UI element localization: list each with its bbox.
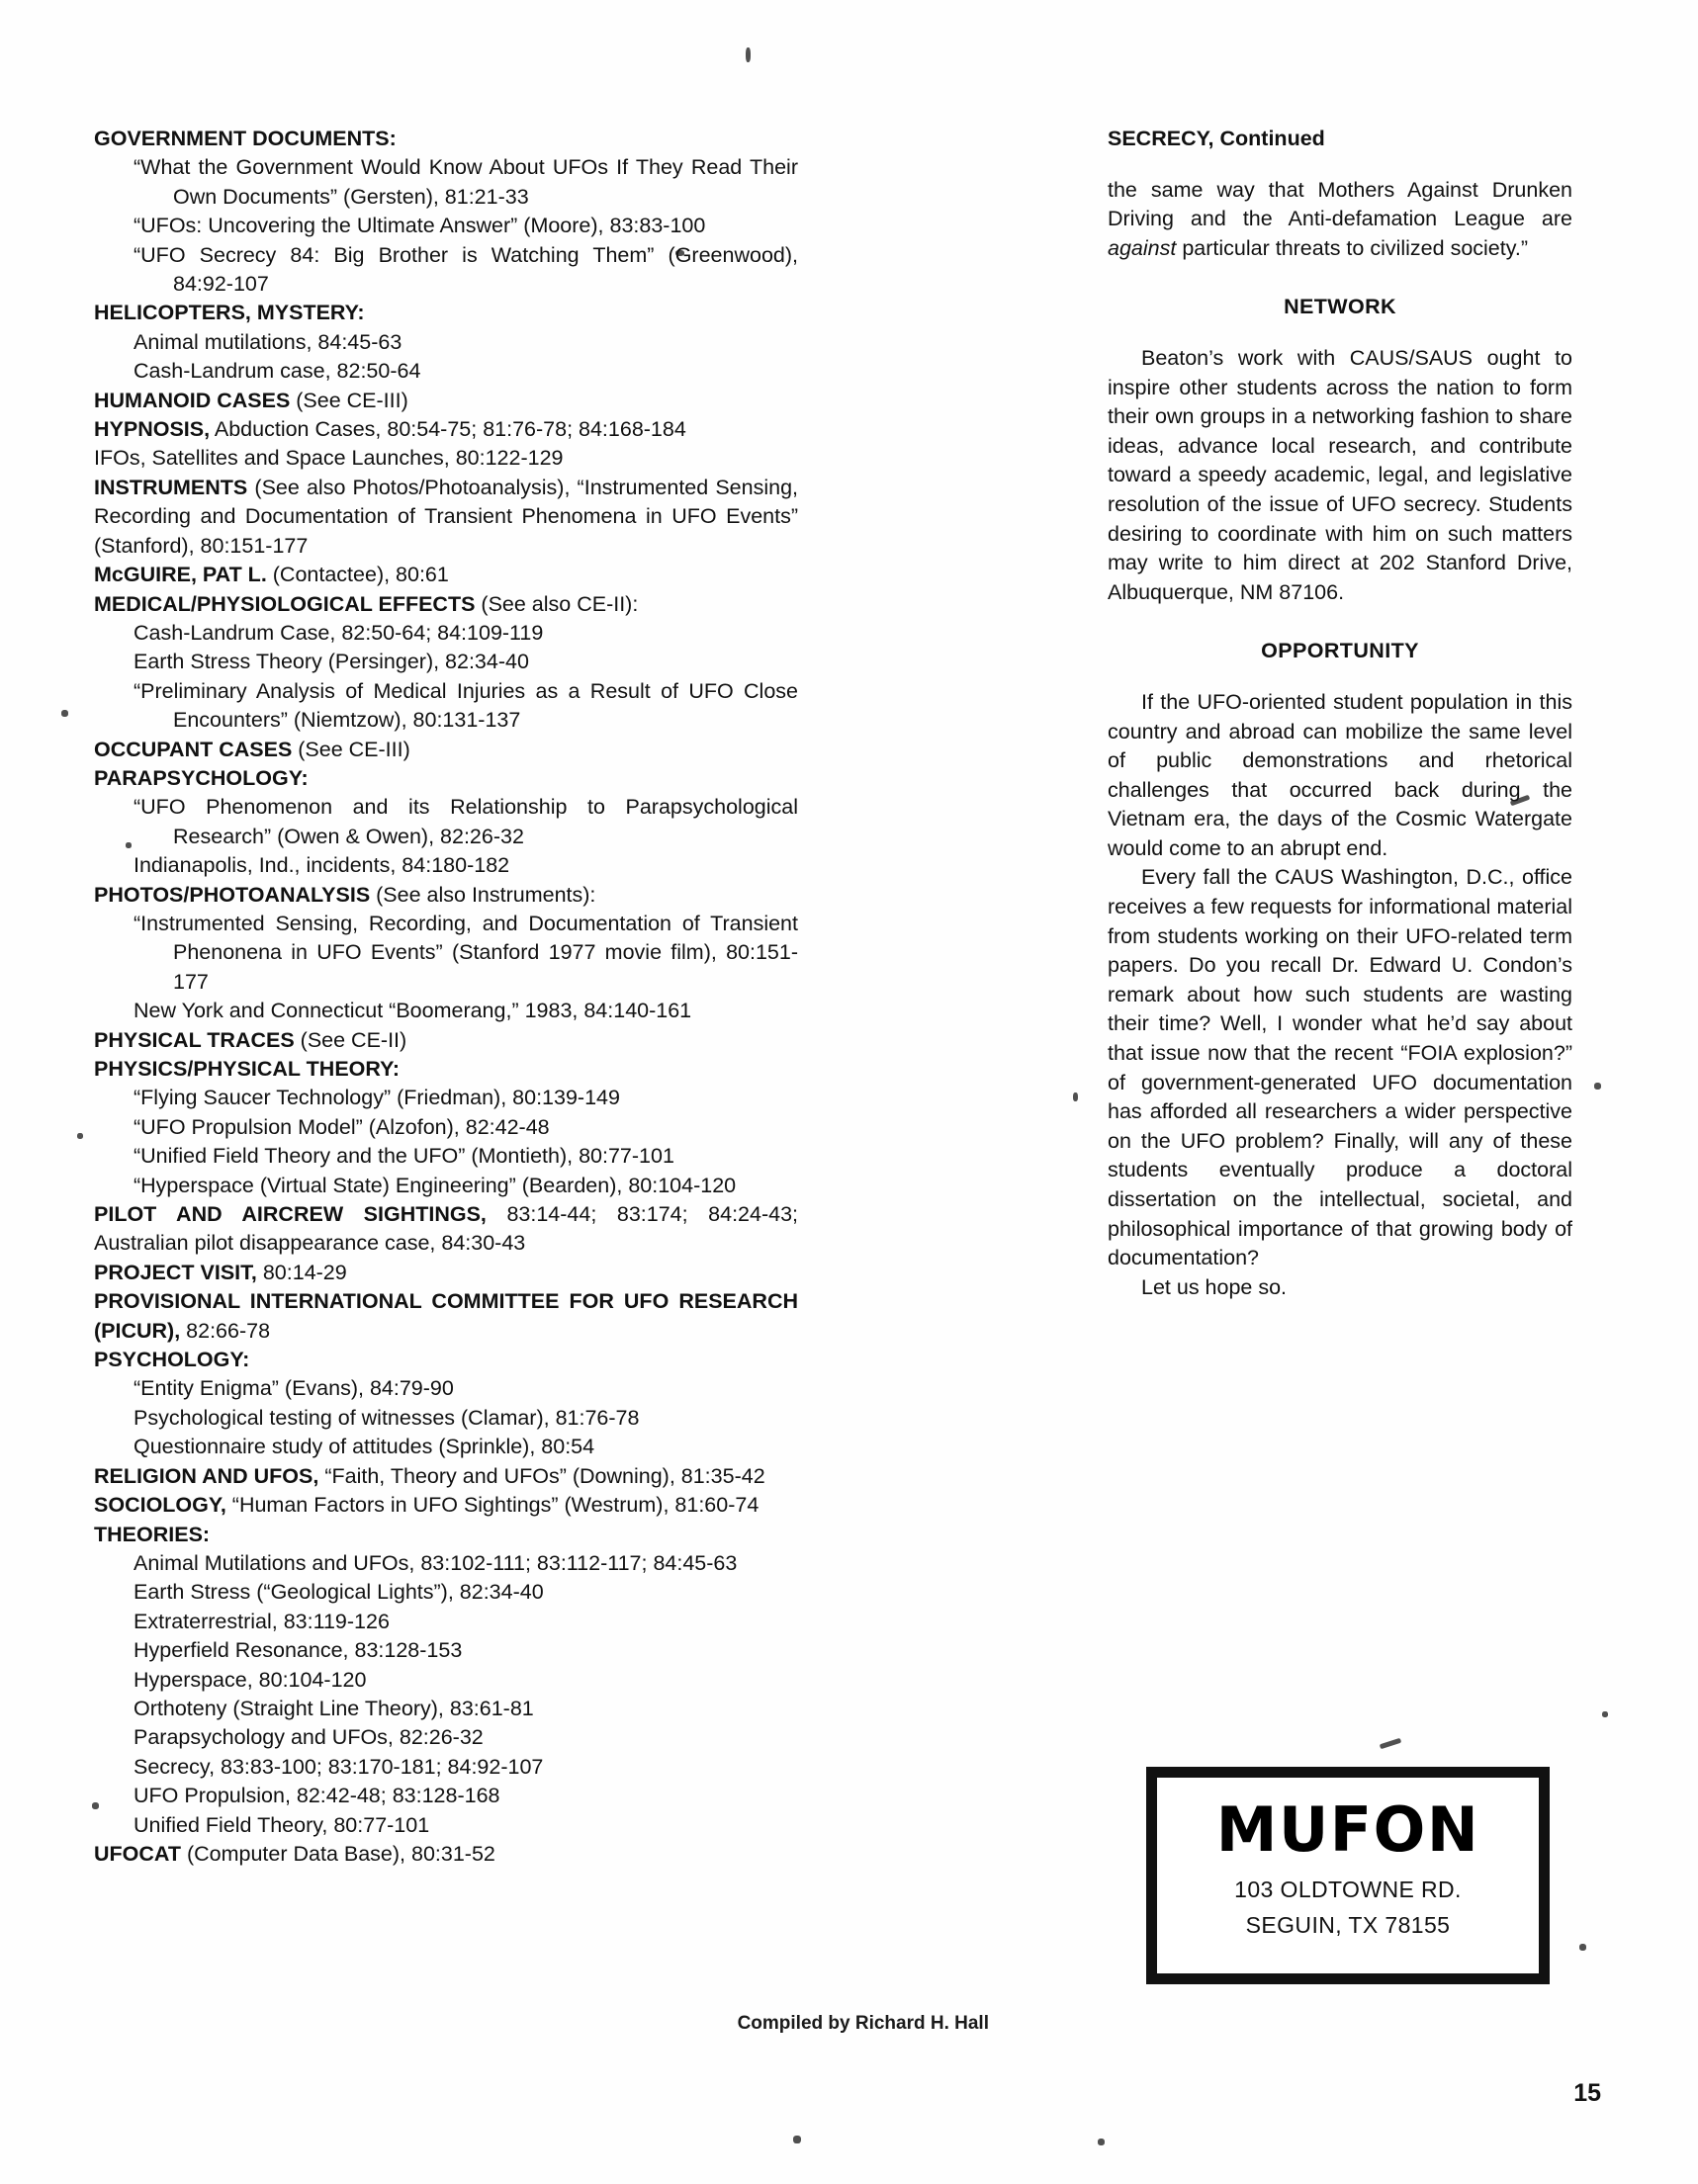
index-entry: [94, 474, 798, 561]
index-entry-detail: (See CE-II): [294, 1027, 407, 1052]
index-entry: [134, 1578, 798, 1607]
scan-speck: [1594, 1083, 1601, 1090]
index-entry: [134, 997, 798, 1025]
index-entry-detail: Hyperspace, 80:104-120: [134, 1667, 367, 1692]
index-entry-detail: New York and Connecticut “Boomerang,” 1983, 84:140-161: [134, 999, 692, 1023]
index-entry: [94, 1287, 798, 1346]
index-entry: [134, 328, 798, 357]
index-entry-detail: Orthoteny (Straight Line Theory), 83:61-81: [134, 1696, 534, 1720]
index-entry-detail: “Preliminary Analysis of Medical Injuries as a Result of UFO Close Encounters” (Niemtzow), 80:131-137: [134, 678, 798, 733]
index-entry: [134, 1666, 798, 1695]
index-entry-detail: Earth Stress Theory (Persinger), 82:34-40: [134, 650, 529, 674]
index-entry-term: OCCUPANT CASES: [94, 737, 293, 761]
index-entry-detail: 82:66-78: [180, 1318, 271, 1343]
index-entry: [134, 1404, 798, 1433]
index-entry-term: McGUIRE, PAT L.: [94, 563, 267, 587]
opportunity-heading: OPPORTUNITY: [1261, 639, 1419, 663]
index-entry: [94, 736, 798, 764]
opportunity-paragraph-2: Every fall the CAUS Washington, D.C., office receives a few requests for informational material from students working on their UFO-related term papers. Do you recall Dr. Edward U. Condon’s remark about how such students are wasting their time? Well, I wonder what he’d say about that issue now that the recent “FOIA explosion?” of government-generated UFO documentation has afforded all researchers a wider perspective on the UFO problem? Finally, will any of these students eventually produce a doctoral dissertation on the intellectual, societal, and philosophical importance of that growing body of documentation?: [1108, 865, 1572, 1270]
index-entry-detail: Extraterrestrial, 83:119-126: [134, 1609, 390, 1633]
network-heading: NETWORK: [1284, 295, 1396, 319]
secrecy-text-post: particular threats to civilized society.”: [1176, 235, 1529, 260]
index-entry: [134, 1172, 798, 1200]
index-entry: [94, 415, 798, 444]
index-entry: [134, 212, 798, 240]
secrecy-continued-heading: SECRECY, Continued: [1108, 127, 1325, 150]
index-entry-detail: (Computer Data Base), 80:31-52: [180, 1841, 495, 1866]
index-entry: [134, 1695, 798, 1723]
index-entry-term: RELIGION AND UFOS,: [94, 1463, 319, 1488]
index-entry-detail: “Entity Enigma” (Evans), 84:79-90: [134, 1376, 454, 1401]
scan-speck: [1602, 1711, 1608, 1717]
index-entry: [134, 1084, 798, 1112]
scan-speck: [1073, 1092, 1078, 1101]
mufon-address-line-1: 103 OLDTOWNE RD.: [1234, 1877, 1462, 1902]
index-entry-detail: Animal mutilations, 84:45-63: [134, 329, 402, 354]
index-entry: [94, 590, 798, 619]
index-entry-detail: Cash-Landrum case, 82:50-64: [134, 359, 421, 384]
page-number: 15: [1573, 2079, 1601, 2107]
index-entry: [134, 1549, 798, 1578]
index-entry-term: HUMANOID CASES: [94, 388, 291, 412]
index-entry-term: MEDICAL/PHYSIOLOGICAL EFFECTS: [94, 591, 476, 616]
index-entry-detail: “Instrumented Sensing, Recording, and Documentation of Transient Phenonena in UFO Events” (Stanford 1977 movie film), 80:151-177: [134, 911, 798, 994]
scan-speck: [746, 47, 751, 62]
index-entry-term: HYPNOSIS,: [94, 417, 211, 442]
index-entry: [134, 851, 798, 880]
network-paragraph: Beaton’s work with CAUS/SAUS ought to inspire other students across the nation to form their own groups in a networking fashion to share ideas, advance local research, and contribute toward a speedy academic, legal, and legislative resolution of the issue of UFO secrecy. Students desiring to coordinate with him on such matters may write to him direct at 202 Stanford Drive, Albuquerque, NM 87106.: [1108, 345, 1572, 604]
index-entry-detail: (See also Instruments):: [370, 882, 596, 907]
index-entry: [134, 1723, 798, 1752]
index-entry-detail: Questionnaire study of attitudes (Sprinkle), 80:54: [134, 1435, 595, 1459]
scan-speck: [77, 1133, 83, 1139]
index-entry-detail: “What the Government Would Know About UFOs If They Read Their Own Documents” (Gersten), 81:21-33: [134, 155, 798, 209]
index-entry: [94, 1521, 798, 1549]
index-entry-detail: 80:14-29: [256, 1260, 347, 1284]
index-entry: [94, 444, 798, 473]
secrecy-continued-paragraph: [1108, 176, 1572, 264]
index-entry: [134, 241, 798, 300]
index-entry-detail: (Contactee), 80:61: [266, 563, 449, 587]
index-entry-detail: Cash-Landrum Case, 82:50-64; 84:109-119: [134, 620, 544, 645]
index-entry-detail: (See CE-III): [292, 737, 410, 761]
secrecy-text-emphasis: against: [1108, 235, 1177, 260]
index-entry-detail: Animal Mutilations and UFOs, 83:102-111; 83:112-117; 84:45-63: [134, 1550, 738, 1575]
index-entry-list: [94, 125, 798, 1869]
index-entry-term: SOCIOLOGY,: [94, 1493, 226, 1518]
index-entry-detail: UFO Propulsion, 82:42-48; 83:128-168: [134, 1784, 500, 1808]
mufon-address-line-2: SEGUIN, TX 78155: [1245, 1912, 1451, 1938]
index-entry-term: PHOTOS/PHOTOANALYSIS: [94, 882, 371, 907]
index-entry: [134, 1374, 798, 1403]
index-entry: [94, 561, 798, 589]
index-entry: [94, 881, 798, 910]
index-entry-term: PHYSICS/PHYSICAL THEORY:: [94, 1057, 401, 1081]
index-entry: [134, 648, 798, 676]
index-entry-detail: (See CE-III): [290, 388, 408, 412]
index-entry: [94, 1491, 798, 1520]
index-entry: [134, 1113, 798, 1142]
index-entry-detail: (See also CE-II):: [475, 591, 639, 616]
article-column: [1108, 125, 1572, 1302]
index-entry-detail: (See also Photos/Photoanalysis), “Instrumented Sensing, Recording and Documentation of Transient Phenomena in UFO Events” (Stanford), 80:151-177: [94, 475, 798, 558]
index-entry: [134, 1636, 798, 1665]
index-entry: [94, 299, 798, 327]
mufon-advertisement-box: [1146, 1767, 1550, 1984]
index-entry: [134, 619, 798, 648]
index-entry-detail: “UFO Phenomenon and its Relationship to Parapsychological Research” (Owen & Owen), 82:26-32: [134, 795, 798, 848]
index-entry-term: INSTRUMENTS: [94, 475, 248, 499]
opportunity-paragraph-3: Let us hope so.: [1141, 1274, 1288, 1299]
index-entry: [134, 910, 798, 997]
index-entry: [94, 1462, 798, 1491]
index-entry-term: PARAPSYCHOLOGY:: [94, 765, 309, 790]
index-entry: [134, 153, 798, 212]
index-entry-detail: “Hyperspace (Virtual State) Engineering” (Bearden), 80:104-120: [134, 1173, 737, 1197]
secrecy-text-pre: the same way that Mothers Against Drunken Driving and the Anti-defamation League are: [1108, 177, 1572, 231]
index-entry: [134, 1811, 798, 1840]
index-entry-term: PSYCHOLOGY:: [94, 1348, 250, 1372]
index-entry: [134, 1433, 798, 1461]
index-entry-detail: “Flying Saucer Technology” (Friedman), 80:139-149: [134, 1086, 620, 1110]
index-entry-term: UFOCAT: [94, 1841, 181, 1866]
index-entry-term: PHYSICAL TRACES: [94, 1027, 295, 1052]
scan-speck: [61, 710, 68, 717]
index-entry: [94, 1055, 798, 1084]
index-column: [94, 125, 798, 1869]
index-entry-detail: Earth Stress (“Geological Lights”), 82:34-40: [134, 1580, 544, 1605]
index-entry: [134, 1782, 798, 1810]
opportunity-paragraph-1: If the UFO-oriented student population in this country and abroad can mobilize the same level of public demonstrations and rhetorical challenges that occurred back during the Vietnam era, the days of the Cosmic Watergate would come to an abrupt end.: [1108, 689, 1572, 860]
index-entry-term: GOVERNMENT DOCUMENTS:: [94, 127, 397, 150]
index-entry: [94, 1840, 798, 1869]
index-entry-term: PROJECT VISIT,: [94, 1260, 257, 1284]
index-entry: [94, 1200, 798, 1259]
index-entry-detail: IFOs, Satellites and Space Launches, 80:122-129: [94, 446, 564, 471]
index-entry-detail: “Faith, Theory and UFOs” (Downing), 81:35-42: [318, 1463, 765, 1488]
index-entry-detail: 83:14-44; 83:174; 84:24-43; Australian pilot disappearance case, 84:30-43: [94, 1202, 799, 1256]
index-entry-detail: Unified Field Theory, 80:77-101: [134, 1812, 430, 1837]
index-entry-detail: Indianapolis, Ind., incidents, 84:180-182: [134, 853, 510, 878]
index-entry: [94, 1026, 798, 1055]
scan-speck: [1098, 2139, 1105, 2145]
scan-speck: [1579, 1944, 1586, 1951]
index-entry: [94, 1346, 798, 1374]
scan-speck: [1380, 1738, 1401, 1750]
index-entry: [134, 1608, 798, 1636]
index-entry-term: HELICOPTERS, MYSTERY:: [94, 301, 365, 325]
compiled-by-credit: Compiled by Richard H. Hall: [737, 2013, 989, 2034]
index-entry: [94, 125, 798, 153]
index-entry-detail: “Human Factors in UFO Sightings” (Westrum), 81:60-74: [225, 1493, 760, 1518]
index-entry: [94, 387, 798, 415]
index-entry: [94, 764, 798, 793]
index-entry-detail: “Unified Field Theory and the UFO” (Montieth), 80:77-101: [134, 1144, 674, 1169]
mufon-logo: MUFON: [1215, 1793, 1480, 1866]
index-entry-detail: Hyperfield Resonance, 83:128-153: [134, 1638, 463, 1663]
index-entry: [134, 793, 798, 851]
index-entry-detail: “UFO Secrecy 84: Big Brother is Watching Them” (Greenwood), 84:92-107: [134, 242, 798, 297]
index-entry-term: PROVISIONAL INTERNATIONAL COMMITTEE FOR UFO RESEARCH (PICUR),: [94, 1289, 798, 1343]
scan-speck: [793, 2136, 801, 2143]
index-entry-detail: Psychological testing of witnesses (Clamar), 81:76-78: [134, 1405, 640, 1430]
index-entry-detail: Secrecy, 83:83-100; 83:170-181; 84:92-107: [134, 1754, 544, 1779]
index-entry: [134, 677, 798, 736]
index-entry-term: THEORIES:: [94, 1522, 211, 1546]
index-entry-detail: “UFOs: Uncovering the Ultimate Answer” (Moore), 83:83-100: [134, 214, 706, 238]
index-entry: [134, 1753, 798, 1782]
index-entry: [94, 1259, 798, 1287]
index-entry: [134, 357, 798, 386]
index-entry: [134, 1142, 798, 1171]
index-entry-detail: Parapsychology and UFOs, 82:26-32: [134, 1725, 484, 1750]
index-entry-term: PILOT AND AIRCREW SIGHTINGS,: [94, 1202, 487, 1227]
index-entry-detail: Abduction Cases, 80:54-75; 81:76-78; 84:168-184: [210, 417, 686, 442]
index-entry-detail: “UFO Propulsion Model” (Alzofon), 82:42-48: [134, 1114, 550, 1139]
